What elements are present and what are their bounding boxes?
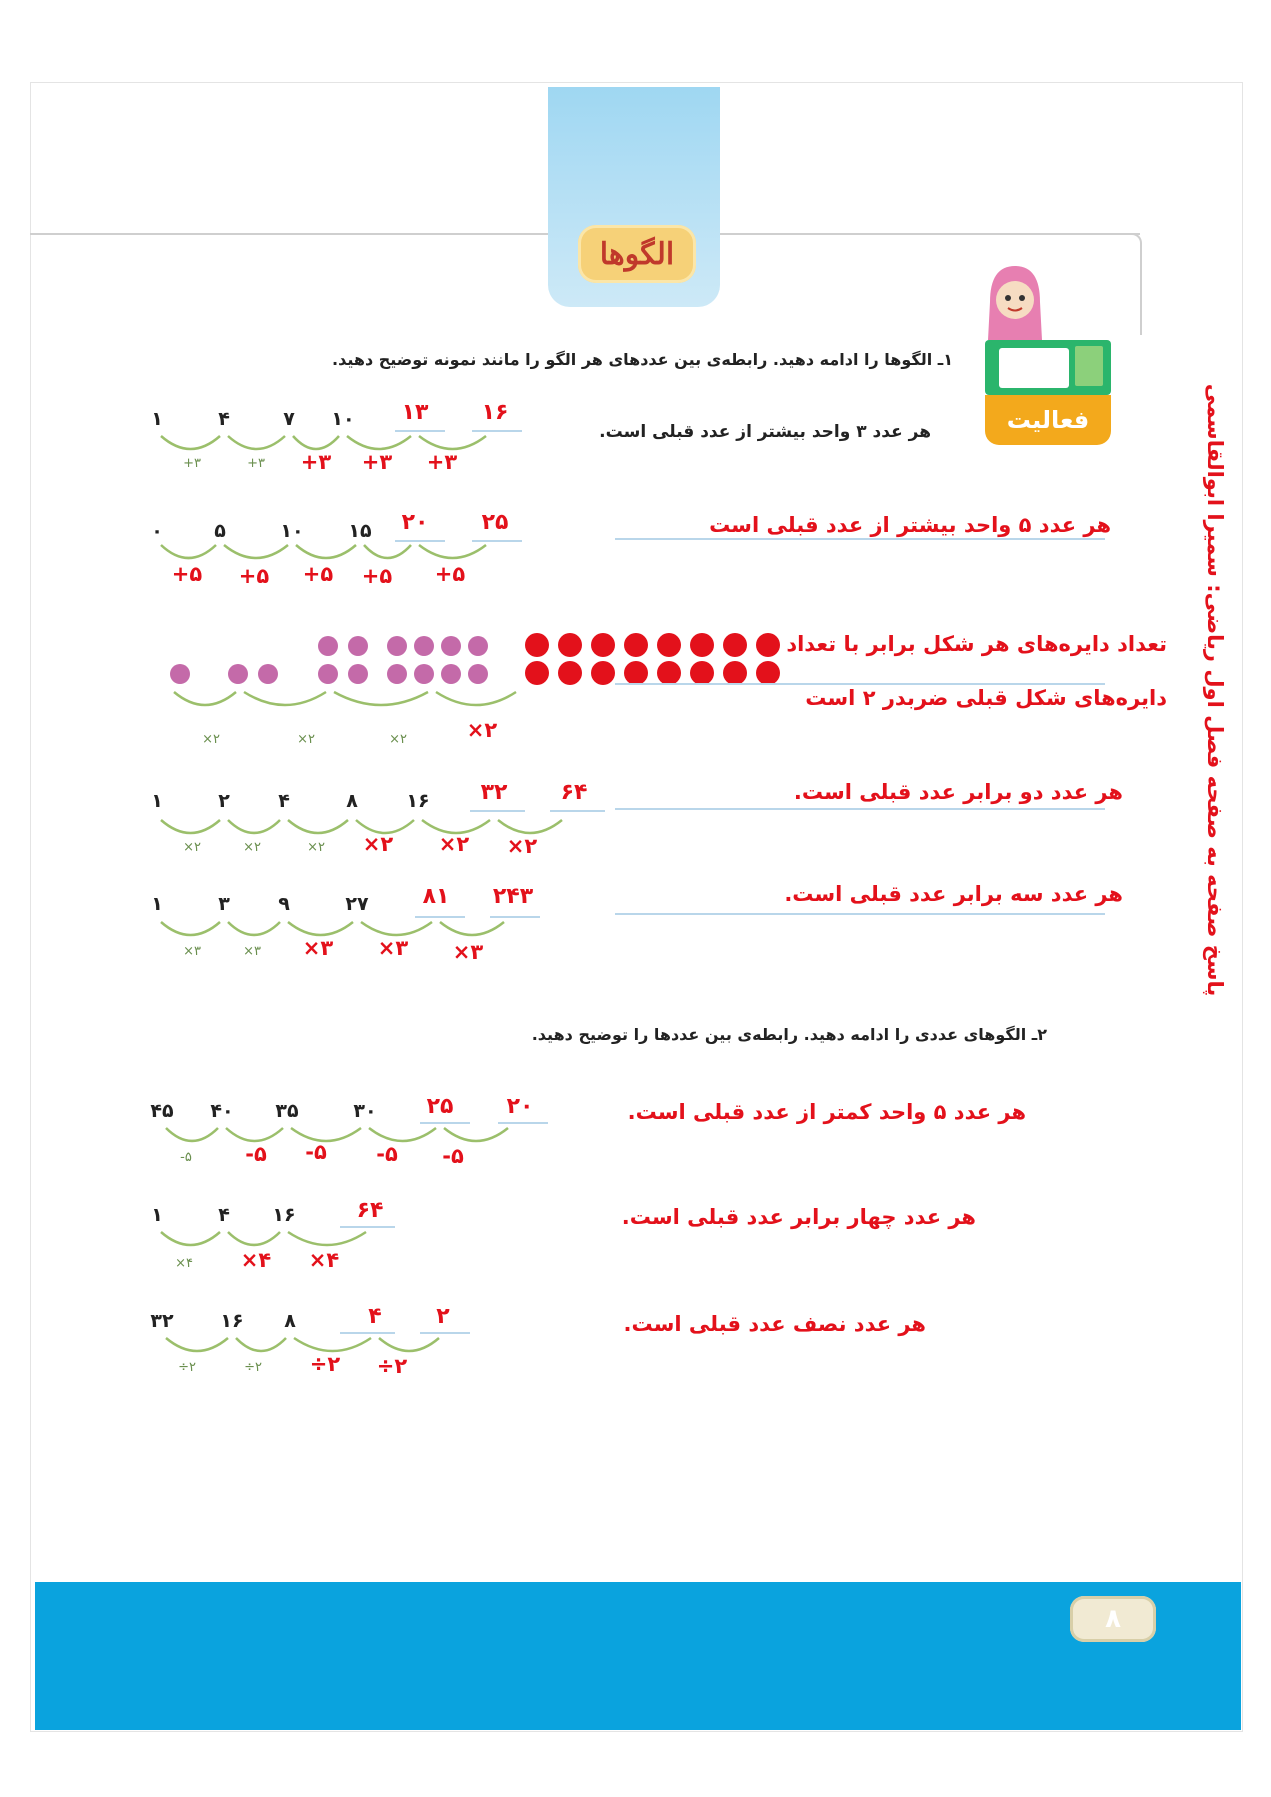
step-arc — [334, 692, 428, 705]
blank-line — [472, 430, 522, 432]
answer-dot — [690, 633, 714, 657]
answer-operation: +۳ — [426, 450, 458, 474]
step-arc — [161, 820, 220, 833]
answer-number: ۱۳ — [401, 400, 429, 425]
answer-operation: ×۳ — [377, 936, 409, 960]
example-explanation: هر عدد ۳ واحد بیشتر از عدد قبلی است. — [599, 422, 931, 442]
number: ۱۰ — [331, 408, 355, 430]
footer-bar — [35, 1582, 1241, 1730]
answer-text: هر عدد دو برابر عدد قبلی است. — [793, 780, 1123, 804]
answer-dot — [723, 633, 747, 657]
step-operation: ×۲ — [389, 732, 407, 747]
number: ۱۶ — [220, 1310, 244, 1332]
step-arc — [293, 436, 339, 449]
step-arc — [174, 692, 236, 705]
answer-text: هر عدد چهار برابر عدد قبلی است. — [621, 1205, 976, 1229]
step-arc — [288, 820, 348, 833]
number: ۴۵ — [150, 1100, 174, 1122]
pattern-dot — [170, 664, 190, 684]
number: ۱ — [151, 893, 163, 915]
answer-dot — [723, 661, 747, 685]
step-arc — [498, 820, 562, 833]
step-arc — [379, 1338, 439, 1351]
answer-number: ۳۲ — [480, 780, 508, 805]
answer-operation: ×۲ — [466, 718, 498, 742]
answer-operation: ÷۲ — [376, 1354, 408, 1378]
blank-line — [395, 430, 445, 432]
step-arc — [296, 545, 356, 558]
answer-text: هر عدد ۵ واحد بیشتر از عدد قبلی است — [709, 513, 1111, 537]
step-operation: ×۴ — [175, 1256, 193, 1271]
step-operation: ×۳ — [243, 944, 261, 959]
number: ۹ — [278, 893, 290, 915]
answer-dot — [591, 633, 615, 657]
number: ۸ — [284, 1310, 296, 1332]
answer-operation: +۳ — [300, 450, 332, 474]
answer-operation: ×۴ — [240, 1248, 272, 1272]
answer-text: هر عدد سه برابر عدد قبلی است. — [784, 882, 1123, 906]
answer-operation: ×۳ — [452, 940, 484, 964]
side-note: پاسخ صفحه به صفحه فصل اول ریاضی: سمیرا ابوالقاسمی — [1203, 383, 1227, 997]
answer-operation: -۵ — [376, 1142, 398, 1166]
answer-dot — [525, 661, 549, 685]
blank-line — [472, 540, 522, 542]
step-arc — [244, 692, 326, 705]
step-operation: +۳ — [183, 456, 201, 471]
step-arc — [444, 1128, 508, 1141]
q2-instruction: ۲ـ الگوهای عددی را ادامه دهید. رابطه‌ی بین عددها را توضیح دهید. — [531, 1025, 1047, 1044]
answer-operation: +۵ — [238, 564, 270, 588]
answer-text: دایره‌های شکل قبلی ضربدر ۲ است — [805, 686, 1167, 710]
number: ۴ — [278, 790, 290, 812]
answer-operation: ×۲ — [362, 832, 394, 856]
answer-operation: +۵ — [434, 562, 466, 586]
pattern-dot — [468, 636, 488, 656]
number: ۸ — [346, 790, 358, 812]
step-operation: ×۲ — [307, 840, 325, 855]
answer-text: تعداد دایره‌های هر شکل برابر با تعداد — [786, 632, 1167, 656]
pattern-dot — [258, 664, 278, 684]
answer-number: ۴ — [368, 1304, 382, 1329]
step-arc — [288, 1232, 366, 1245]
answer-line — [615, 913, 1105, 915]
pattern-dot — [387, 636, 407, 656]
blank-line — [490, 916, 540, 918]
pattern-dot — [441, 636, 461, 656]
answer-number: ۶۴ — [356, 1198, 384, 1223]
answer-operation: ×۴ — [308, 1248, 340, 1272]
activity-badge: فعالیت — [985, 395, 1111, 445]
step-arc — [228, 820, 280, 833]
answer-number: ۱۶ — [481, 400, 509, 425]
step-operation: -۵ — [180, 1150, 192, 1165]
step-operation: ÷۲ — [178, 1360, 196, 1375]
pattern-dot — [318, 636, 338, 656]
answer-dot — [657, 661, 681, 685]
blank-line — [420, 1122, 470, 1124]
step-arc — [288, 922, 353, 935]
answer-number: ۲۵ — [481, 510, 509, 535]
step-arc — [369, 1128, 436, 1141]
number: ۳۰ — [353, 1100, 377, 1122]
step-arc — [294, 1338, 371, 1351]
number: ۲۷ — [345, 893, 369, 915]
number: ۱۰ — [280, 520, 304, 542]
number: ۷ — [283, 408, 295, 430]
answer-operation: +۵ — [171, 562, 203, 586]
answer-operation: +۵ — [302, 562, 334, 586]
answer-number: ۲۴۳ — [492, 884, 534, 909]
answer-dot — [624, 661, 648, 685]
answer-line — [615, 683, 1105, 685]
answer-number: ۲۰ — [401, 510, 429, 535]
step-arc — [226, 1128, 283, 1141]
pattern-dot — [318, 664, 338, 684]
page-number: ۸ — [1070, 1596, 1156, 1642]
pattern-dot — [387, 664, 407, 684]
step-arc — [364, 545, 411, 558]
step-operation: ×۲ — [297, 732, 315, 747]
answer-text: هر عدد نصف عدد قبلی است. — [623, 1312, 926, 1336]
page-title: الگوها — [578, 225, 696, 283]
number: ۱ — [151, 408, 163, 430]
step-arc — [228, 1232, 280, 1245]
number: ۵ — [214, 520, 226, 542]
answer-dot — [657, 633, 681, 657]
answer-number: ۸۱ — [422, 884, 450, 909]
blank-line — [420, 1332, 470, 1334]
pattern-dot — [348, 636, 368, 656]
number: ۳۲ — [150, 1310, 174, 1332]
answer-operation: -۵ — [305, 1140, 327, 1164]
answer-number: ۲۰ — [506, 1094, 534, 1119]
step-operation: ×۲ — [183, 840, 201, 855]
step-arc — [440, 922, 504, 935]
answer-number: ۲۵ — [426, 1094, 454, 1119]
step-arc — [166, 1128, 218, 1141]
step-arc — [161, 545, 216, 558]
number: ۴۰ — [210, 1100, 234, 1122]
step-arc — [361, 922, 432, 935]
step-arc — [419, 436, 486, 449]
answer-number: ۶۴ — [560, 780, 588, 805]
answer-dot — [690, 661, 714, 685]
step-arc — [224, 545, 288, 558]
step-arc — [419, 545, 486, 558]
answer-line — [615, 808, 1105, 810]
number: ۱ — [151, 1204, 163, 1226]
answer-operation: ÷۲ — [309, 1352, 341, 1376]
blank-line — [340, 1332, 395, 1334]
answer-number: ۲ — [436, 1304, 450, 1329]
number: ۱۵ — [348, 520, 372, 542]
number: ۴ — [218, 408, 230, 430]
step-operation: ÷۲ — [244, 1360, 262, 1375]
answer-text: هر عدد ۵ واحد کمتر از عدد قبلی است. — [627, 1100, 1026, 1124]
step-arc — [166, 1338, 228, 1351]
number: ۴ — [218, 1204, 230, 1226]
answer-line — [615, 538, 1105, 540]
answer-operation: +۵ — [361, 564, 393, 588]
pattern-dot — [348, 664, 368, 684]
answer-dot — [624, 633, 648, 657]
number: ۱۶ — [272, 1204, 296, 1226]
blank-line — [498, 1122, 548, 1124]
pattern-dot — [414, 636, 434, 656]
step-arc — [228, 436, 285, 449]
step-arc — [228, 922, 280, 935]
answer-operation: +۳ — [361, 450, 393, 474]
blank-line — [415, 916, 465, 918]
number: ۱۶ — [406, 790, 430, 812]
step-operation: +۳ — [247, 456, 265, 471]
pattern-dot — [414, 664, 434, 684]
step-operation: ×۲ — [202, 732, 220, 747]
step-arc — [236, 1338, 286, 1351]
number: ۲ — [218, 790, 230, 812]
answer-operation: -۵ — [442, 1144, 464, 1168]
answer-operation: ×۲ — [506, 834, 538, 858]
pattern-dot — [468, 664, 488, 684]
blank-line — [550, 810, 605, 812]
number: ۰ — [151, 520, 163, 542]
pattern-dot — [441, 664, 461, 684]
step-arc — [436, 692, 516, 705]
answer-dot — [525, 633, 549, 657]
q1-instruction: ۱ـ الگوها را ادامه دهید. رابطه‌ی بین عددهای هر الگو را مانند نمونه توضیح دهید. — [332, 350, 953, 369]
step-operation: ×۲ — [243, 840, 261, 855]
pattern-dot — [228, 664, 248, 684]
answer-dot — [756, 633, 780, 657]
blank-line — [340, 1226, 395, 1228]
answer-dot — [591, 661, 615, 685]
answer-dot — [558, 661, 582, 685]
step-arc — [161, 922, 220, 935]
answer-operation: ×۲ — [438, 832, 470, 856]
step-arc — [347, 436, 411, 449]
answer-operation: ×۳ — [302, 936, 334, 960]
answer-dot — [558, 633, 582, 657]
number: ۳ — [218, 893, 230, 915]
blank-line — [470, 810, 525, 812]
number: ۱ — [151, 790, 163, 812]
step-operation: ×۳ — [183, 944, 201, 959]
number: ۳۵ — [275, 1100, 299, 1122]
step-arc — [161, 1232, 220, 1245]
answer-dot — [756, 661, 780, 685]
step-arc — [161, 436, 220, 449]
blank-line — [395, 540, 445, 542]
answer-operation: -۵ — [245, 1142, 267, 1166]
